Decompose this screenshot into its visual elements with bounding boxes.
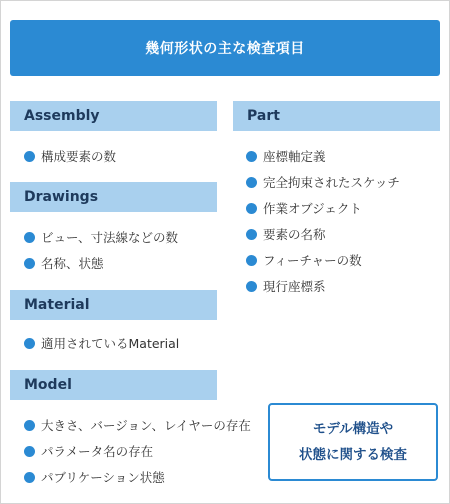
list-item: [24, 143, 116, 169]
section-title-model: Model: [24, 377, 72, 393]
title-banner: [10, 20, 440, 76]
bullet-dot-icon: [24, 151, 35, 162]
part-list: [246, 143, 400, 299]
section-title-material: Material: [24, 297, 90, 313]
bullet-dot-icon: [24, 338, 35, 349]
bullet-dot-icon: [246, 151, 257, 162]
list-item-label: 作業オブジェクト: [263, 201, 362, 216]
list-item: [246, 143, 400, 169]
list-item-label: 構成要素の数: [41, 149, 117, 164]
model-structure-note-box: [268, 403, 438, 481]
section-title-part: Part: [247, 108, 280, 124]
material-list: [24, 330, 179, 356]
section-title-assembly: Assembly: [24, 108, 100, 124]
list-item-label: 適用されているMaterial: [41, 336, 180, 351]
bullet-dot-icon: [24, 472, 35, 483]
drawings-list: [24, 224, 178, 276]
bullet-dot-icon: [246, 177, 257, 188]
bullet-dot-icon: [246, 203, 257, 214]
note-line-2: 状態に関する検査: [299, 447, 407, 463]
list-item-label: パラメータ名の存在: [41, 444, 154, 459]
section-header-drawings: [10, 182, 217, 212]
section-header-model: [10, 370, 217, 400]
list-item-label: フィーチャーの数: [263, 253, 362, 268]
list-item: [24, 438, 251, 464]
bullet-dot-icon: [24, 420, 35, 431]
bullet-dot-icon: [246, 229, 257, 240]
assembly-list: [24, 143, 116, 169]
list-item: [246, 221, 400, 247]
section-header-material: [10, 290, 217, 320]
list-item-label: パブリケーション状態: [41, 470, 165, 485]
list-item: [246, 273, 400, 299]
bullet-dot-icon: [24, 446, 35, 457]
bullet-dot-icon: [24, 258, 35, 269]
section-header-assembly: [10, 101, 217, 131]
list-item: [24, 464, 251, 490]
section-title-drawings: Drawings: [24, 189, 99, 205]
list-item-label: 座標軸定義: [263, 149, 326, 164]
list-item-label: 完全拘束されたスケッチ: [263, 175, 400, 190]
bullet-dot-icon: [24, 232, 35, 243]
list-item-label: ビュー、寸法線などの数: [41, 230, 179, 245]
section-header-part: [233, 101, 440, 131]
model-list: [24, 412, 251, 490]
note-line-1: モデル構造や: [312, 421, 394, 437]
list-item: [24, 412, 251, 438]
list-item-label: 名称、状態: [41, 256, 104, 271]
list-item: [246, 247, 400, 273]
list-item: [24, 330, 179, 356]
list-item: [246, 195, 400, 221]
list-item: [24, 224, 178, 250]
bullet-dot-icon: [246, 281, 257, 292]
bullet-dot-icon: [246, 255, 257, 266]
list-item: [24, 250, 178, 276]
title-text: 幾何形状の主な検査項目: [145, 41, 305, 57]
list-item-label: 現行座標系: [263, 279, 326, 294]
list-item-label: 大きさ、バージョン、レイヤーの存在: [41, 418, 251, 433]
list-item-label: 要素の名称: [263, 227, 326, 242]
list-item: [246, 169, 400, 195]
